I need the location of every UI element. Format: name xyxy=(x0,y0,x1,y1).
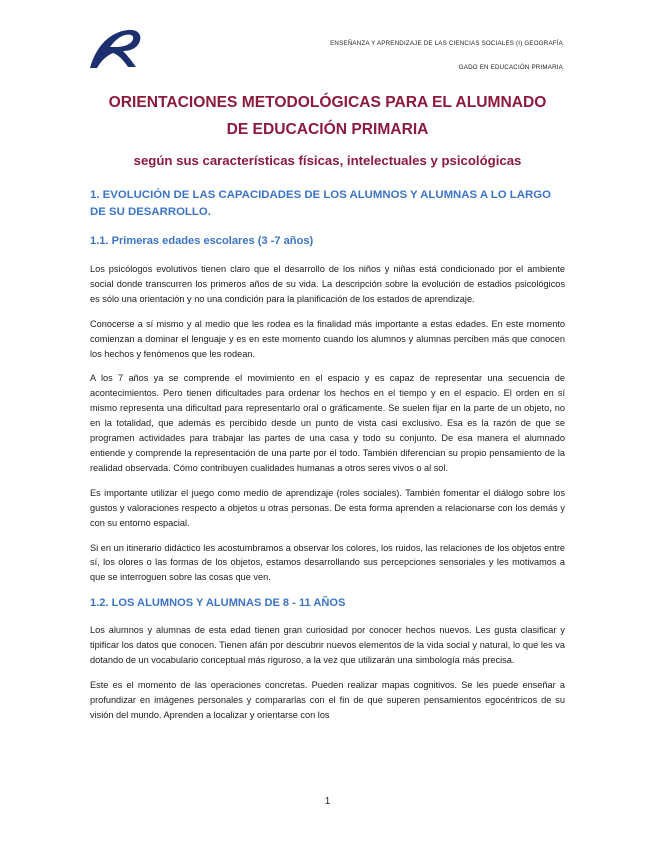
section-1-1-heading: 1.1. Primeras edades escolares (3 -7 años) xyxy=(90,235,314,247)
section-1-2-heading: 1.2. LOS ALUMNOS Y ALUMNAS DE 8 - 11 AÑOS xyxy=(90,597,346,610)
header-degree: GADO EN EDUCACIÓN PRIMARIA xyxy=(458,64,563,71)
paragraph: Conocerse a sí mismo y al medio que les rodea es la finalidad más importante a estas edades. En este momento comienzan a dominar el lenguaje y es en este momento cuando los alumnos y alumnas perciben más que conocen los hechos y fenómenos que les rodean. xyxy=(90,318,565,359)
document-title xyxy=(0,89,655,143)
title-line-1: ORIENTACIONES METODOLÓGICAS PARA EL ALUMNADO xyxy=(108,94,547,111)
header-course-title: ENSEÑANZA Y APRENDIZAJE DE LAS CIENCIAS SOCIALES (I) GEOGRAFÍA xyxy=(330,40,563,47)
paragraph: Los psicólogos evolutivos tienen claro que el desarrollo de los niños y niñas está condicionado por el ambiente social donde transcurren los primeros años de su vida. La descripción sobre la evolución de estadios psicológicos es sólo una orientación y no una condición para la planificación de los estados de aprendizaje. xyxy=(90,264,565,304)
page-number: 1 xyxy=(324,796,331,807)
document-subtitle: según sus características físicas, intelectuales y psicológicas xyxy=(133,153,522,168)
paragraph: Los alumnos y alumnas de esta edad tienen gran curiosidad por conocer hechos nuevos. Les gusta clasificar y tipificar los datos que conocen. Tienen afán por descubrir nuevos elementos de la vida social y natural, lo que les va dotando de un vocabulario conceptual más riguroso, a la vez que utilizarán una simbología más precisa. xyxy=(90,625,565,666)
university-logo xyxy=(88,26,144,70)
paragraph: Este es el momento de las operaciones concretas. Pueden realizar mapas cognitivos. Se les puede enseñar a profundizar en imágenes personales y compararlas con el fin de que superen pensamientos egocéntricos de su visión del mundo. Aprenden a localizar y orientarse con los xyxy=(90,679,565,720)
section-1-heading: 1. EVOLUCIÓN DE LAS CAPACIDADES DE LOS ALUMNOS Y ALUMNAS A LO LARGO DE SU DESARROLLO. xyxy=(90,189,551,218)
paragraph: A los 7 años ya se comprende el movimiento en el espacio y es capaz de representar una secuencia de acontecimientos. Pero tienen dificultades para ordenar los hechos en el tiempo y en el espacio. El orden en sí mismo representa una dificultad para representarlo oral o gráficamente. Se suelen fijar en la parte de un objeto, no en la totalidad, que además es percibido desde un punto de vista casi exclusivo. Esa es la razón de que se programen actividades para trabajar las partes de una casa y todo su conjunto. De esa manera el alumnado entiende y comprende la representación de una parte por el todo. También diferencian su propio pensamiento de la realidad observada. Cómo contribuyen cualidades humanas a otros seres vivos o al sol. xyxy=(90,373,565,473)
document-body xyxy=(90,187,565,723)
paragraph: Si en un itinerario didáctico les acostumbramos a observar los colores, los ruidos, las relaciones de los objetos entre sí, los olores o las formas de los objetos, estamos desarrollando sus percepciones sensoriales y les motivamos a que se interroguen sobre las cosas que ven. xyxy=(90,542,565,583)
paragraph: Es importante utilizar el juego como medio de aprendizaje (roles sociales). También fomentar el diálogo sobre los gustos y valoraciones respecto a objetos u otras personas. De esta forma aprenden a relacionarse con los demás y con su entorno espacial. xyxy=(90,487,565,528)
title-line-2: DE EDUCACIÓN PRIMARIA xyxy=(226,121,429,138)
